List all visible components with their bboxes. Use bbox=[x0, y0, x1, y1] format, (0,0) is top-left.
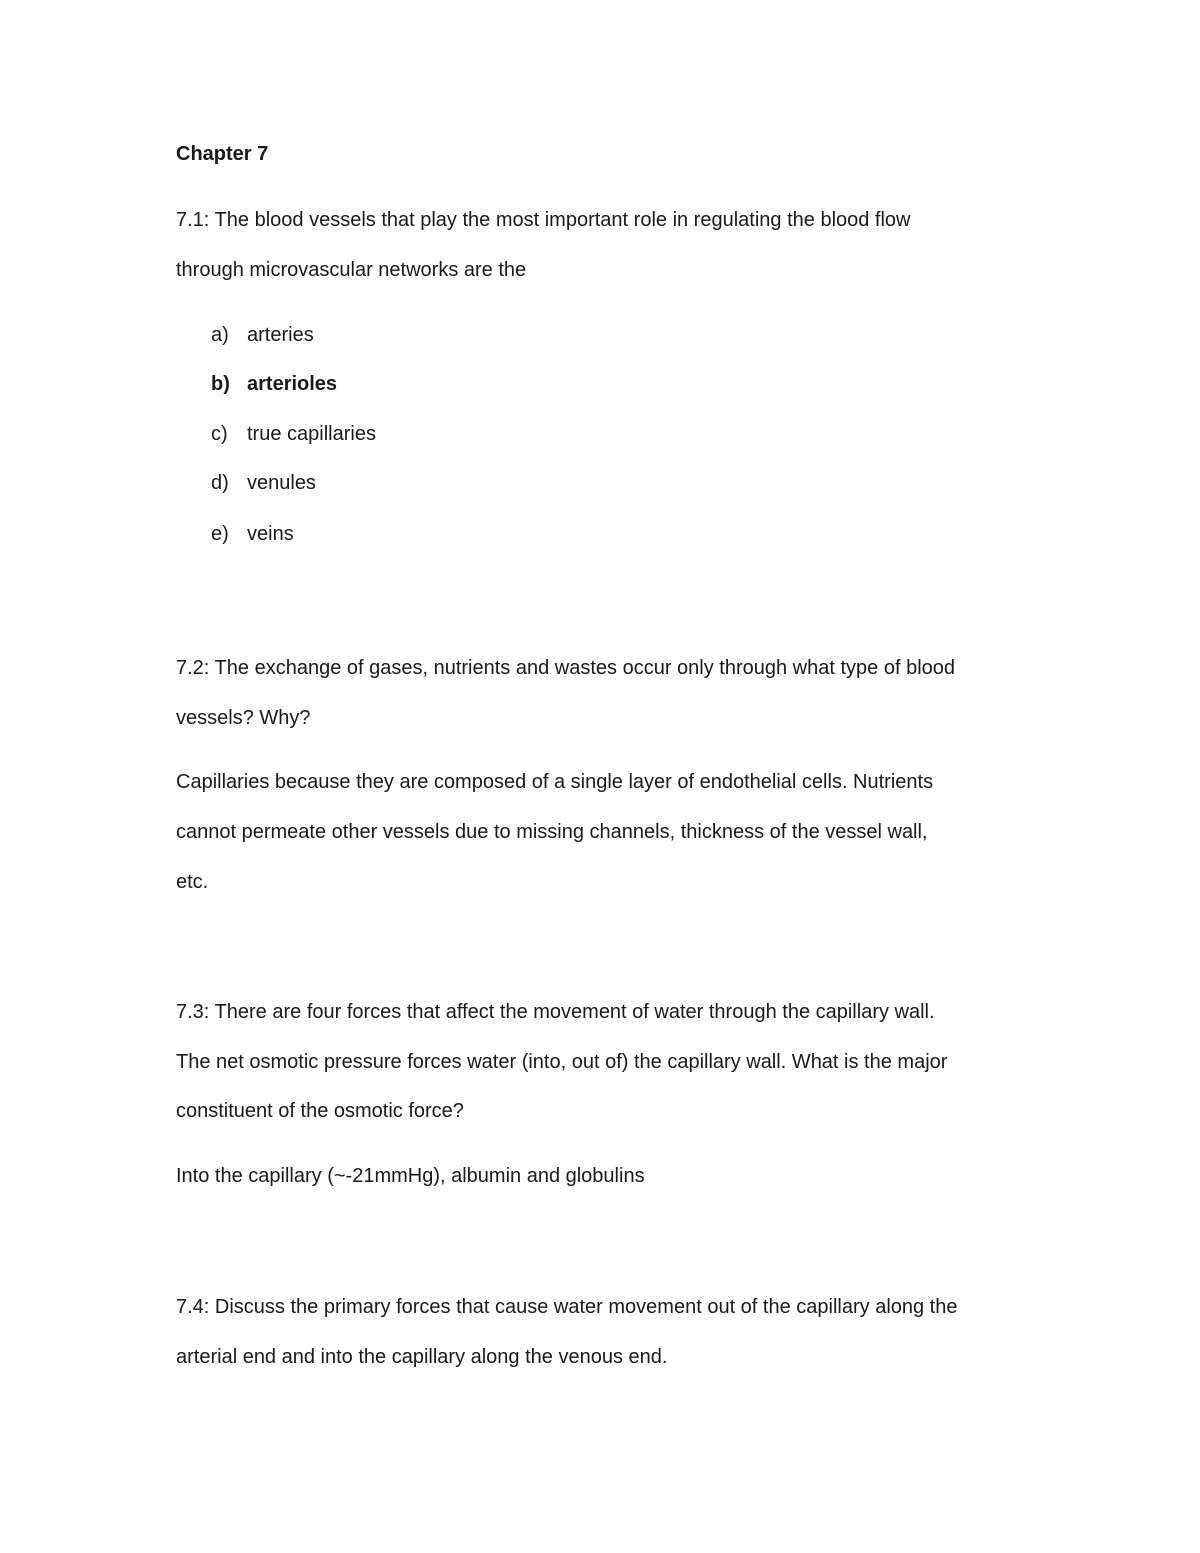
option-letter: e) bbox=[211, 523, 229, 545]
question-7-3-line-1: 7.3: There are four forces that affect the movement of water through the capillary wall. bbox=[176, 1001, 935, 1023]
option-text: venules bbox=[247, 472, 316, 494]
question-7-4-line-2: arterial end and into the capillary along the venous end. bbox=[176, 1346, 668, 1368]
option-letter: a) bbox=[211, 324, 229, 346]
answer-7-2-line-1: Capillaries because they are composed of a single layer of endothelial cells. Nutrients bbox=[176, 771, 934, 793]
option-text: true capillaries bbox=[247, 423, 376, 445]
option-text: veins bbox=[247, 523, 294, 545]
question-7-2-line-2: vessels? Why? bbox=[176, 707, 311, 729]
answer-7-3-line-1: Into the capillary (~-21mmHg), albumin and globulins bbox=[176, 1165, 645, 1187]
option-text: arterioles bbox=[247, 373, 338, 395]
answer-7-2-line-3: etc. bbox=[176, 871, 209, 893]
question-7-3-line-3: constituent of the osmotic force? bbox=[176, 1100, 464, 1122]
chapter-title: Chapter 7 bbox=[176, 143, 269, 165]
question-7-1-line-2: through microvascular networks are the bbox=[176, 259, 527, 281]
option-letter: c) bbox=[211, 423, 228, 445]
question-7-4-line-1: 7.4: Discuss the primary forces that cause water movement out of the capillary along the bbox=[176, 1296, 958, 1318]
question-7-3-line-2: The net osmotic pressure forces water (into, out of) the capillary wall. What is the major bbox=[176, 1051, 948, 1073]
option-letter: b) bbox=[211, 373, 230, 395]
option-text: arteries bbox=[247, 324, 314, 346]
option-letter: d) bbox=[211, 472, 229, 494]
question-7-1-line-1: 7.1: The blood vessels that play the most important role in regulating the blood flow bbox=[176, 209, 911, 231]
question-7-2-line-1: 7.2: The exchange of gases, nutrients and wastes occur only through what type of blood bbox=[176, 657, 956, 679]
answer-7-2-line-2: cannot permeate other vessels due to missing channels, thickness of the vessel wall, bbox=[176, 821, 928, 843]
